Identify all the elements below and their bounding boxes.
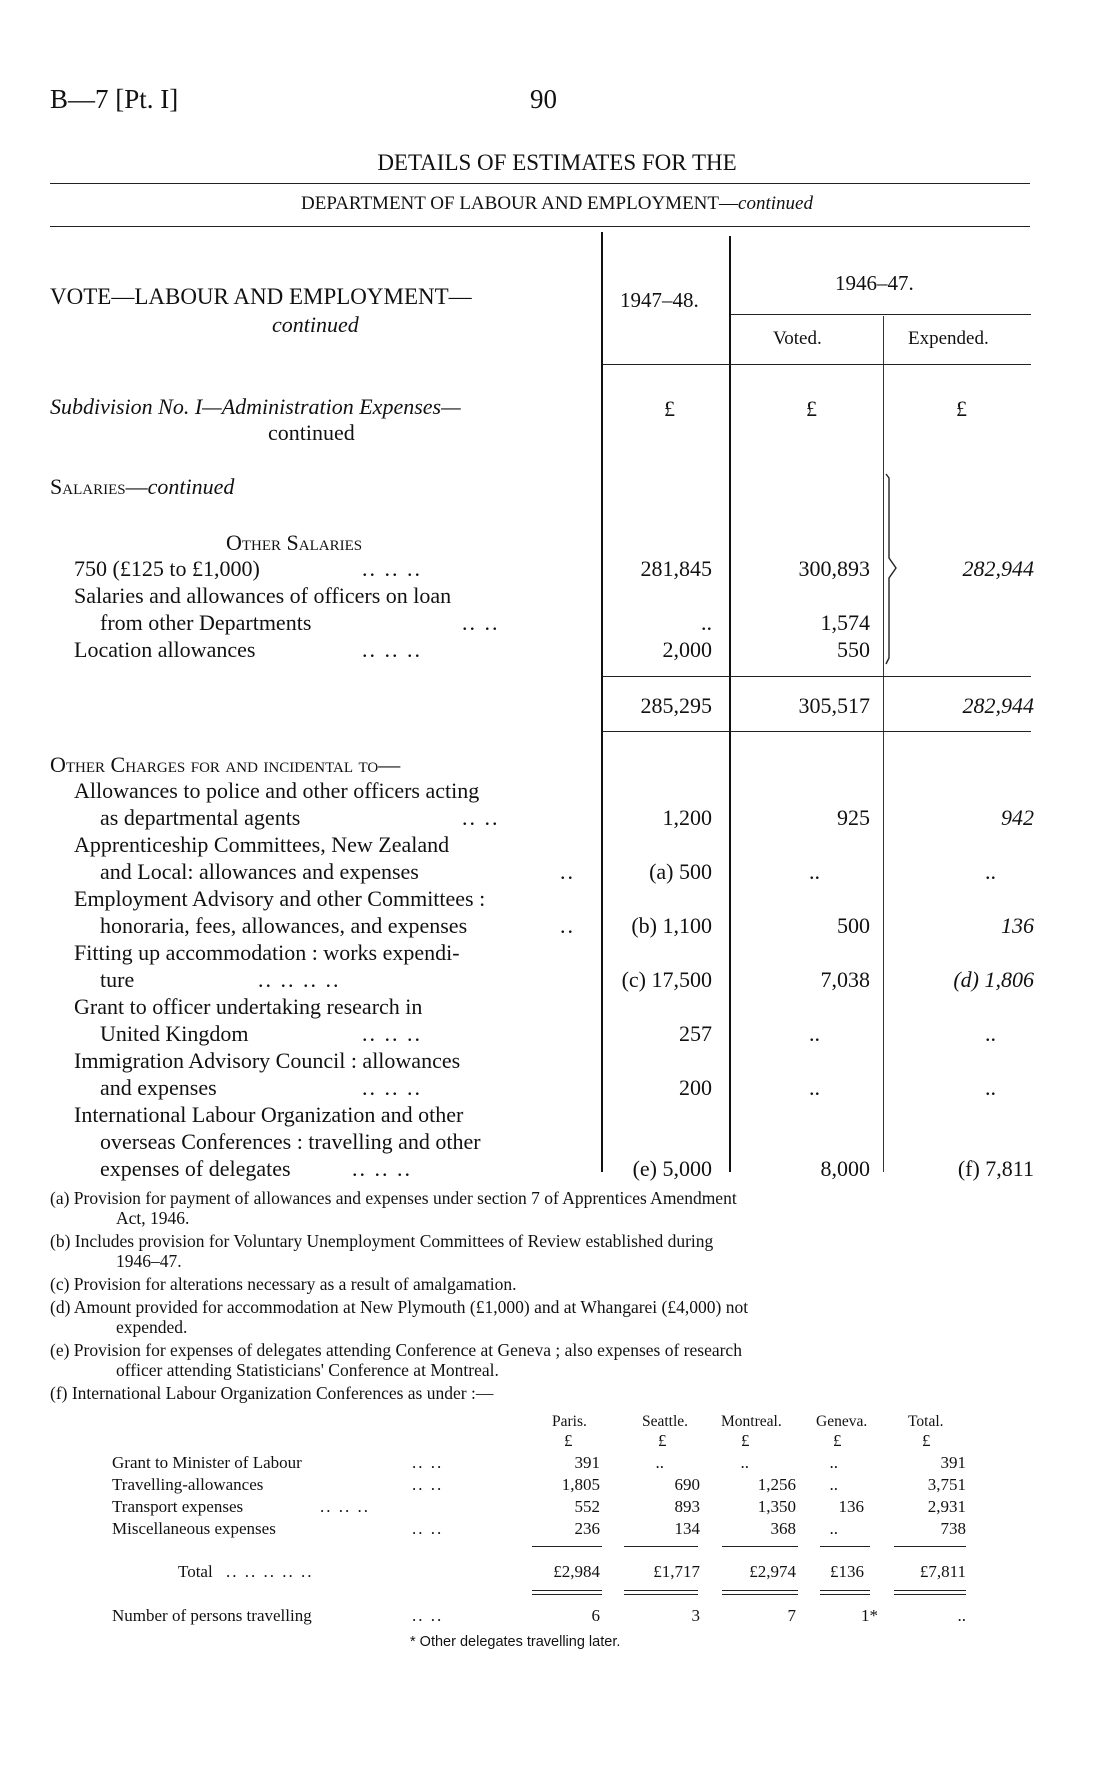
charge-value-voted: 8,000 bbox=[820, 1156, 870, 1181]
salary-value-voted: 550 bbox=[837, 637, 870, 662]
charge-value-voted: .. bbox=[809, 1021, 820, 1046]
column-1947-48: 1947–48. bbox=[620, 288, 699, 312]
subtitle-rule bbox=[50, 226, 1030, 227]
charge-item-label: Allowances to police and other officers acting bbox=[74, 778, 480, 803]
document-reference: B—7 [Pt. I] bbox=[50, 84, 179, 114]
conf-cell-paris: 1,805 bbox=[561, 1475, 600, 1494]
charge-value-expended: .. bbox=[985, 859, 996, 884]
charge-value-expended: .. bbox=[985, 1021, 996, 1046]
column-divider-1947 bbox=[601, 232, 603, 1172]
footnote-f: (f) International Labour Organization Conferences as under :— bbox=[50, 1383, 494, 1403]
conf-sum-rule bbox=[820, 1546, 870, 1547]
conf-table-footnote: * Other delegates travelling later. bbox=[410, 1634, 621, 1650]
salary-row-label: from other Departments bbox=[100, 610, 312, 635]
conf-header-total: Total. bbox=[908, 1413, 944, 1430]
salaries-heading bbox=[50, 474, 234, 500]
salary-row-label: 750 (£125 to £1,000) bbox=[74, 556, 260, 581]
charge-value-voted: 500 bbox=[837, 913, 870, 938]
charge-item-label: and Local: allowances and expenses bbox=[100, 859, 419, 884]
salaries-total-voted: 305,517 bbox=[798, 693, 870, 718]
pound-sign-1947: £ bbox=[664, 396, 675, 421]
conf-cell-seattle: 690 bbox=[674, 1475, 700, 1494]
charge-item-label: Employment Advisory and other Committees : bbox=[74, 886, 486, 911]
conf-header-paris: Paris. bbox=[552, 1413, 587, 1430]
charge-item-label: International Labour Organization and other bbox=[74, 1102, 464, 1127]
conf-double-rule bbox=[894, 1590, 966, 1591]
brace-icon bbox=[884, 472, 910, 668]
charge-value-1947: 1,200 bbox=[662, 805, 712, 830]
conf-unit: £ bbox=[564, 1431, 573, 1450]
conf-total-geneva: £136 bbox=[830, 1562, 864, 1581]
leader-dots: .. .. bbox=[462, 610, 500, 635]
conf-persons-label: Number of persons travelling bbox=[112, 1606, 312, 1625]
conf-cell-total: 2,931 bbox=[927, 1497, 966, 1516]
leader-dots: .. .. .. bbox=[320, 1497, 370, 1516]
leader-dots: .. .. bbox=[412, 1475, 444, 1494]
conf-total-paris: £2,984 bbox=[553, 1562, 600, 1581]
salaries-label: Salaries— bbox=[50, 474, 148, 499]
charge-value-voted: .. bbox=[809, 859, 820, 884]
charge-item-label: as departmental agents bbox=[100, 805, 301, 830]
page-title: DETAILS OF ESTIMATES FOR THE bbox=[377, 150, 737, 175]
salary-row-label: Salaries and allowances of officers on loan bbox=[74, 583, 452, 608]
conf-persons-paris: 6 bbox=[591, 1606, 600, 1625]
column-1946-47: 1946–47. bbox=[835, 271, 914, 295]
conf-header-geneva: Geneva. bbox=[816, 1413, 868, 1430]
conf-sum-rule bbox=[722, 1546, 798, 1547]
charge-item-label: and expenses bbox=[100, 1075, 217, 1100]
leader-dots: .. .. .. bbox=[362, 637, 422, 662]
salary-value-1947: .. bbox=[701, 610, 712, 635]
conf-double-rule bbox=[532, 1594, 602, 1595]
leader-dots: .. .. .. .. .. bbox=[226, 1562, 314, 1581]
year-rule bbox=[731, 314, 1031, 315]
conf-row-label: Transport expenses bbox=[112, 1497, 244, 1516]
leader-dots: .. bbox=[560, 859, 575, 884]
charge-item-label: United Kingdom bbox=[100, 1021, 249, 1046]
conf-cell-montreal: .. bbox=[740, 1453, 749, 1472]
conf-cell-total: 391 bbox=[940, 1453, 966, 1472]
conf-cell-total: 3,751 bbox=[927, 1475, 966, 1494]
charge-value-voted: 925 bbox=[837, 805, 870, 830]
page-number: 90 bbox=[530, 84, 557, 114]
footnote-d: (d) Amount provided for accommodation at New Plymouth (£1,000) and at Whangarei (£4,000) not bbox=[50, 1297, 749, 1317]
charge-item-label: Grant to officer undertaking research in bbox=[74, 994, 423, 1019]
charge-value-expended: 942 bbox=[1001, 805, 1034, 830]
salary-value-voted: 1,574 bbox=[820, 610, 870, 635]
conf-unit: £ bbox=[658, 1431, 667, 1450]
charge-item-label: ture bbox=[100, 967, 135, 992]
charge-value-voted: .. bbox=[809, 1075, 820, 1100]
subtitle-main: DEPARTMENT OF LABOUR AND EMPLOYMENT— bbox=[301, 193, 739, 214]
charge-item-label: Fitting up accommodation : works expendi- bbox=[74, 940, 460, 965]
conf-double-rule bbox=[624, 1590, 698, 1591]
charge-item-label: Immigration Advisory Council : allowances bbox=[74, 1048, 461, 1073]
footnote-a: (a) Provision for payment of allowances and expenses under section 7 of Apprentices Amendment bbox=[50, 1188, 737, 1208]
leader-dots: .. .. .. bbox=[362, 556, 422, 581]
column-divider-expended bbox=[883, 316, 884, 1172]
charge-item-label: overseas Conferences : travelling and other bbox=[100, 1129, 481, 1154]
conf-double-rule bbox=[722, 1594, 798, 1595]
conf-cell-geneva: 136 bbox=[838, 1497, 864, 1516]
footnote-b-cont: 1946–47. bbox=[116, 1251, 182, 1271]
header-bottom-rule bbox=[603, 364, 1031, 365]
leader-dots: .. .. .. bbox=[352, 1156, 412, 1181]
charge-value-1947: (b) 1,100 bbox=[631, 913, 712, 938]
footnote-c: (c) Provision for alterations necessary as a result of amalgamation. bbox=[50, 1274, 517, 1294]
column-voted: Voted. bbox=[773, 328, 822, 349]
salary-value-1947: 281,845 bbox=[640, 556, 712, 581]
subtitle-continued: continued bbox=[738, 193, 813, 214]
conf-cell-seattle: 134 bbox=[674, 1519, 700, 1538]
salary-value-voted: 300,893 bbox=[798, 556, 870, 581]
leader-dots: .. .. bbox=[412, 1519, 444, 1538]
salary-value-expended: 282,944 bbox=[962, 556, 1034, 581]
conf-total-seattle: £1,717 bbox=[653, 1562, 700, 1581]
vote-heading: VOTE—LABOUR AND EMPLOYMENT— bbox=[50, 284, 472, 309]
conf-total-label: Total bbox=[178, 1562, 213, 1581]
salary-value-1947: 2,000 bbox=[662, 637, 712, 662]
pound-sign-expended: £ bbox=[956, 396, 967, 421]
charge-value-1947: 200 bbox=[679, 1075, 712, 1100]
leader-dots: .. .. .. .. bbox=[258, 967, 341, 992]
conf-row-label: Miscellaneous expenses bbox=[112, 1519, 276, 1538]
salaries-continued: continued bbox=[147, 474, 235, 499]
conf-cell-geneva: .. bbox=[829, 1475, 838, 1494]
charge-item-label: honoraria, fees, allowances, and expenses bbox=[100, 913, 468, 938]
charge-value-expended: (f) 7,811 bbox=[957, 1156, 1034, 1181]
salaries-total-1947: 285,295 bbox=[640, 693, 712, 718]
leader-dots: .. .. bbox=[412, 1453, 444, 1472]
conf-double-rule bbox=[722, 1590, 798, 1591]
conf-persons-total: .. bbox=[957, 1606, 966, 1625]
conf-sum-rule bbox=[624, 1546, 698, 1547]
conf-double-rule bbox=[820, 1594, 870, 1595]
pound-sign-voted: £ bbox=[806, 396, 817, 421]
footnote-b: (b) Includes provision for Voluntary Unemployment Committees of Review established during bbox=[50, 1231, 714, 1251]
title-rule bbox=[50, 183, 1030, 184]
conf-sum-rule bbox=[894, 1546, 966, 1547]
leader-dots: .. .. .. bbox=[362, 1075, 422, 1100]
salary-row-label: Location allowances bbox=[74, 637, 256, 662]
conf-unit: £ bbox=[922, 1431, 931, 1450]
charge-item-label: expenses of delegates bbox=[100, 1156, 291, 1181]
subdivision-continued: continued bbox=[268, 420, 355, 445]
charge-value-1947: 257 bbox=[679, 1021, 712, 1046]
leader-dots: .. .. bbox=[412, 1606, 444, 1625]
conf-total-total: £7,811 bbox=[919, 1562, 966, 1581]
leader-dots: .. .. bbox=[462, 805, 500, 830]
conf-row-label: Travelling-allowances bbox=[112, 1475, 264, 1494]
conf-persons-seattle: 3 bbox=[691, 1606, 700, 1625]
leader-dots: .. .. .. bbox=[362, 1021, 422, 1046]
charge-value-expended: 136 bbox=[1001, 913, 1034, 938]
charge-value-1947: (c) 17,500 bbox=[621, 967, 712, 992]
conf-double-rule bbox=[624, 1594, 698, 1595]
conf-cell-paris: 552 bbox=[574, 1497, 600, 1516]
salaries-total-rule bbox=[603, 676, 1031, 677]
conf-double-rule bbox=[532, 1590, 602, 1591]
other-salaries-heading: Other Salaries bbox=[226, 530, 363, 555]
conf-double-rule bbox=[894, 1594, 966, 1595]
conf-persons-montreal: 7 bbox=[787, 1606, 796, 1625]
footnote-a-cont: Act, 1946. bbox=[116, 1208, 190, 1228]
conf-sum-rule bbox=[532, 1546, 602, 1547]
conf-header-seattle: Seattle. bbox=[642, 1413, 689, 1430]
conf-cell-paris: 391 bbox=[574, 1453, 600, 1472]
column-divider-voted bbox=[729, 236, 731, 1172]
charge-value-1947: (a) 500 bbox=[649, 859, 712, 884]
conf-header-montreal: Montreal. bbox=[721, 1413, 782, 1430]
charge-value-1947: (e) 5,000 bbox=[632, 1156, 712, 1181]
conf-unit: £ bbox=[833, 1431, 842, 1450]
leader-dots: .. bbox=[560, 913, 575, 938]
charge-value-expended: (d) 1,806 bbox=[953, 967, 1034, 992]
footnote-e-cont: officer attending Statisticians' Conference at Montreal. bbox=[116, 1360, 499, 1380]
conf-row-label: Grant to Minister of Labour bbox=[112, 1453, 302, 1472]
conf-cell-montreal: 368 bbox=[770, 1519, 796, 1538]
charge-value-voted: 7,038 bbox=[820, 967, 870, 992]
conf-cell-geneva: .. bbox=[829, 1453, 838, 1472]
conf-double-rule bbox=[820, 1590, 870, 1591]
conf-cell-seattle: .. bbox=[655, 1453, 664, 1472]
salaries-total-expended: 282,944 bbox=[962, 693, 1034, 718]
charge-value-expended: .. bbox=[985, 1075, 996, 1100]
conf-persons-geneva: 1* bbox=[861, 1606, 878, 1625]
salaries-total-bottom-rule bbox=[603, 731, 1031, 732]
conf-cell-seattle: 893 bbox=[674, 1497, 700, 1516]
conf-cell-geneva: .. bbox=[829, 1519, 838, 1538]
vote-heading-continued: continued bbox=[272, 312, 359, 337]
conf-cell-total: 738 bbox=[940, 1519, 966, 1538]
other-charges-heading: Other Charges for and incidental to— bbox=[50, 752, 401, 777]
conf-cell-montreal: 1,350 bbox=[757, 1497, 796, 1516]
conf-total-montreal: £2,974 bbox=[749, 1562, 796, 1581]
subdivision-heading: Subdivision No. I—Administration Expenses— bbox=[50, 394, 461, 419]
footnote-d-cont: expended. bbox=[116, 1317, 188, 1337]
column-expended: Expended. bbox=[908, 328, 989, 349]
conf-cell-paris: 236 bbox=[574, 1519, 600, 1538]
conf-cell-montreal: 1,256 bbox=[757, 1475, 796, 1494]
charge-item-label: Apprenticeship Committees, New Zealand bbox=[74, 832, 450, 857]
footnote-e: (e) Provision for expenses of delegates attending Conference at Geneva ; also expenses of research bbox=[50, 1340, 742, 1360]
conf-unit: £ bbox=[741, 1431, 750, 1450]
department-subtitle bbox=[0, 193, 1114, 215]
